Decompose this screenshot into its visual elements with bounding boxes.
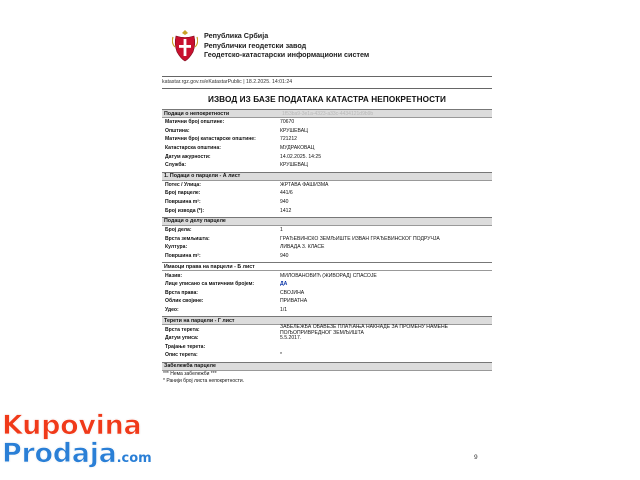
field-label: Назив: [165, 272, 183, 279]
field-value: МУДРАКОВАЦ [280, 145, 315, 152]
kupovina-prodaja-logo [2, 412, 152, 468]
source-divider [162, 88, 492, 89]
header-line-republic: Република Србија [204, 31, 269, 40]
field-value: МИЛОВАНОВИЋ (ЖИВОРАД) СПАСОЈЕ [280, 272, 377, 279]
field-value: 1 [280, 227, 283, 234]
section-heading-label: 1. Подаци о парцели - А лист [164, 173, 241, 180]
field-value: 940 [280, 199, 289, 206]
table-row [162, 306, 492, 315]
document-title: ИЗВОД ИЗ БАЗЕ ПОДАТАКА КАТАСТРА НЕПОКРЕТНОСТИ [207, 95, 447, 104]
source-line: katastar.rgz.gov.rs/eKatastarPublic | 18.2.2025. 14:01:24 [162, 79, 293, 85]
table-row [162, 334, 492, 343]
field-value: ЛИВАДА 3. КЛАСЕ [280, 244, 325, 251]
table-row [162, 280, 492, 289]
section-rows [162, 226, 492, 260]
table-row [162, 252, 492, 261]
section-rows [162, 118, 492, 170]
field-value: СВОЈИНА [280, 289, 305, 296]
table-row [162, 297, 492, 306]
header-line-institute: Републички геодетски завод [204, 40, 307, 50]
section-heading-label: Подаци о непокретности [164, 110, 230, 117]
notes-empty-text: *** Нема забележби *** [163, 370, 217, 377]
section-encumbrances [162, 316, 492, 359]
field-value: 70670 [280, 119, 295, 126]
document-body [162, 109, 492, 387]
section-parcel [162, 172, 492, 215]
field-value: 441/6 [280, 190, 293, 197]
field-label: Датум уписа: [165, 335, 199, 342]
field-label: Површина m²: [165, 199, 201, 206]
page-number: 9 [474, 454, 478, 461]
section-parcel-part [162, 217, 492, 260]
field-label: Лице уписано са матичним бројем: [165, 281, 255, 288]
table-row [162, 235, 492, 244]
field-label: Опис терета: [165, 352, 198, 359]
section-heading-id: 1f53ba9-3e1a-4323-a33c-4434121d9b9b [282, 110, 374, 117]
section-heading-label: Имаоци права на парцели - Б лист [164, 263, 255, 270]
table-row [162, 152, 492, 161]
field-label: Површина m²: [165, 253, 201, 260]
field-value: ЗАБЕЛЕЖБА ОБАВЕЗЕ ПЛАЋАЊА НАКНАДЕ ЗА ПРОМЕНУ НАМЕНЕ ПОЉОПРИВРЕДНОГ ЗЕМЉИШТА [280, 323, 449, 336]
field-value: ГРАЂЕВИНСКО ЗЕМЉИШТЕ ИЗВАН ГРАЂЕВИНСКОГ ПОДРУЧЈА [280, 235, 440, 242]
field-value: ПРИВАТНА [280, 298, 308, 305]
section-heading-label: Терети на парцели - Г лист [164, 317, 235, 324]
table-row [162, 243, 492, 252]
header-line-system: Геодетско-катастарски информациони систем [204, 50, 370, 59]
table-row [162, 271, 492, 280]
section-rights [162, 262, 492, 314]
section-rows [162, 271, 492, 314]
field-value: 721212 [280, 136, 297, 143]
table-row [162, 342, 492, 351]
table-row [162, 289, 492, 298]
section-heading [162, 362, 492, 371]
field-label: Број извода (*): [165, 207, 205, 214]
section-heading-label: Подаци о делу парцеле [164, 218, 226, 225]
field-label: Број парцеле: [165, 190, 201, 197]
field-value: 1412 [280, 207, 292, 214]
section-heading-label: Забележба парцеле [164, 363, 216, 370]
field-label: Број дела: [165, 227, 192, 234]
field-value: 940 [280, 253, 289, 260]
section-heading [162, 217, 492, 226]
section-real-estate [162, 109, 492, 170]
table-row [162, 325, 492, 334]
field-label: Катастарска општина: [165, 145, 221, 152]
field-label: Датум ажурности: [165, 153, 211, 160]
field-value: КРУШЕВАЦ [280, 127, 308, 134]
field-label: Врста права: [165, 289, 198, 296]
field-label: Матични број катастарске општине: [165, 136, 256, 143]
footnote-text: * Ранији број листа непокретности. [163, 377, 245, 384]
field-label: Култура: [165, 244, 188, 251]
field-label: Удео: [165, 306, 179, 313]
table-row [162, 351, 492, 360]
logo-text-suffix: .com [116, 451, 152, 466]
field-value: * [280, 352, 282, 359]
field-label: Матични број општине: [165, 119, 225, 126]
field-value: ЖРТАВА ФАШИЗМА [280, 181, 329, 188]
field-label: Врста терета: [165, 326, 200, 333]
field-label: Општина: [165, 127, 190, 134]
logo-text-top: Kupovina [2, 410, 142, 441]
section-rows [162, 325, 492, 359]
table-row [162, 135, 492, 144]
document-header [172, 28, 492, 62]
table-row [162, 226, 492, 235]
section-heading [162, 172, 492, 181]
table-row [162, 189, 492, 198]
field-value: 14.02.2025. 14:25 [280, 153, 322, 160]
table-row [162, 198, 492, 207]
section-heading [162, 262, 492, 271]
field-value: ДА [280, 281, 288, 288]
section-rows [162, 181, 492, 215]
table-row [162, 127, 492, 136]
table-row [162, 206, 492, 215]
table-row [162, 161, 492, 170]
section-heading [162, 109, 492, 118]
field-value: 5.5.2017. [280, 335, 302, 342]
document-page [162, 22, 492, 422]
table-row [162, 144, 492, 153]
table-row [162, 118, 492, 127]
field-value: КРУШЕВАЦ [280, 162, 308, 169]
section-notes [162, 362, 492, 385]
field-label: Служба: [165, 162, 187, 169]
logo-text-bottom: Prodaja [2, 438, 117, 469]
serbia-coat-of-arms-icon [172, 28, 198, 62]
field-label: Потес / Улица: [165, 181, 201, 188]
field-label: Трајање терета: [165, 343, 206, 350]
field-value: 1/1 [280, 306, 288, 313]
header-divider [162, 76, 492, 77]
field-label: Облик својине: [165, 298, 204, 305]
field-label: Врста земљишта: [165, 235, 210, 242]
table-row [162, 181, 492, 190]
